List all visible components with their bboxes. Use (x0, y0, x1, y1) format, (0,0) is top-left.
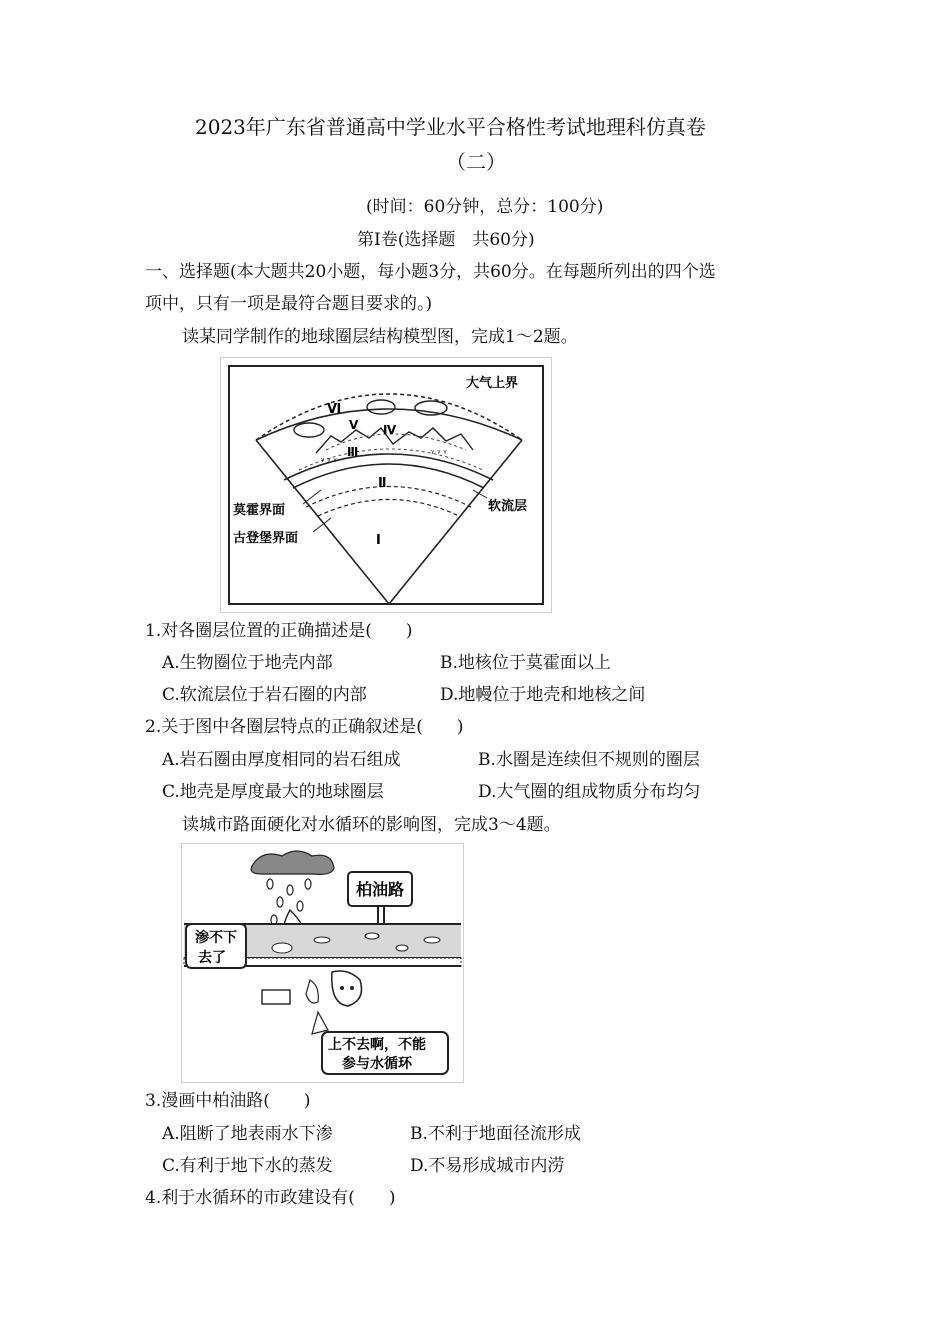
bubble-right-line-2: 参与水循环 (342, 1056, 412, 1072)
question-1-option-c[interactable]: C.软流层位于岩石圈的内部 (162, 685, 367, 705)
question-3-option-d[interactable]: D.不易形成城市内涝 (410, 1156, 565, 1176)
group1-intro: 读某同学制作的地球圈层结构模型图，完成1～2题。 (182, 327, 578, 347)
bubble-right-line-1: 上不去啊，不能 (328, 1037, 426, 1053)
label-sphere-3: Ⅲ (347, 445, 359, 459)
label-asthenosphere: 软流层 (488, 499, 528, 514)
label-sphere-5: Ⅴ (349, 418, 359, 432)
section-heading: 第Ⅰ卷(选择题 共60分) (357, 230, 535, 250)
question-1-option-b[interactable]: B.地核位于莫霍面以上 (440, 653, 611, 673)
question-4-stem: 4.利于水循环的市政建设有( ) (145, 1188, 396, 1208)
label-sphere-2: Ⅱ (378, 476, 387, 491)
question-3-option-a[interactable]: A.阻断了地表雨水下渗 (162, 1124, 333, 1144)
bubble-left-line-1: 渗不下 (195, 930, 237, 946)
question-3-option-b[interactable]: B.不利于地面径流形成 (410, 1124, 581, 1144)
question-1-option-d[interactable]: D.地幔位于地壳和地核之间 (440, 685, 646, 705)
sign-asphalt-road: 柏油路 (356, 880, 405, 899)
question-2-option-d[interactable]: D.大气圈的组成物质分布均匀 (478, 782, 701, 802)
time-info: (时间：60分钟，总分：100分) (366, 197, 604, 217)
label-moho: 莫霍界面 (233, 503, 286, 518)
question-2-stem: 2.关于图中各圈层特点的正确叙述是( ) (145, 717, 464, 737)
page-subtitle: （二） (446, 150, 506, 174)
page-title: 2023年广东省普通高中学业水平合格性考试地理科仿真卷 (195, 115, 706, 139)
question-2-option-b[interactable]: B.水圈是连续但不规则的圈层 (478, 750, 700, 770)
question-2-option-a[interactable]: A.岩石圈由厚度相同的岩石组成 (162, 750, 401, 770)
label-gutenberg: 古登堡界面 (233, 531, 299, 546)
question-3-stem: 3.漫画中柏油路( ) (145, 1091, 311, 1111)
question-1-option-a[interactable]: A.生物圈位于地壳内部 (162, 653, 333, 673)
question-2-option-c[interactable]: C.地壳是厚度最大的地球圈层 (162, 782, 384, 802)
question-3-option-c[interactable]: C.有利于地下水的蒸发 (162, 1156, 333, 1176)
bubble-left-line-2: 去了 (198, 950, 226, 966)
asphalt-road-cartoon (181, 843, 464, 1083)
group2-intro: 读城市路面硬化对水循环的影响图，完成3～4题。 (182, 815, 561, 835)
question-1-stem: 1.对各圈层位置的正确描述是( ) (145, 621, 413, 641)
label-sphere-6: Ⅵ (327, 402, 342, 417)
instructions-line-2: 项中，只有一项是最符合题目要求的。) (145, 294, 433, 314)
label-sphere-4: Ⅳ (383, 423, 397, 437)
instructions-line-1: 一、选择题(本大题共20小题，每小题3分，共60分。在每题所列出的四个选 (145, 262, 716, 282)
label-sphere-1: Ⅰ (376, 533, 381, 548)
earth-spheres-figure (220, 357, 552, 613)
svg-text:ᵞ ᵞ ᵞ: ᵞ ᵞ ᵞ (431, 449, 447, 459)
label-atmosphere-top: 大气上界 (466, 376, 519, 391)
svg-text:ᵞ ᵞ ᵞ: ᵞ ᵞ ᵞ (321, 457, 337, 467)
